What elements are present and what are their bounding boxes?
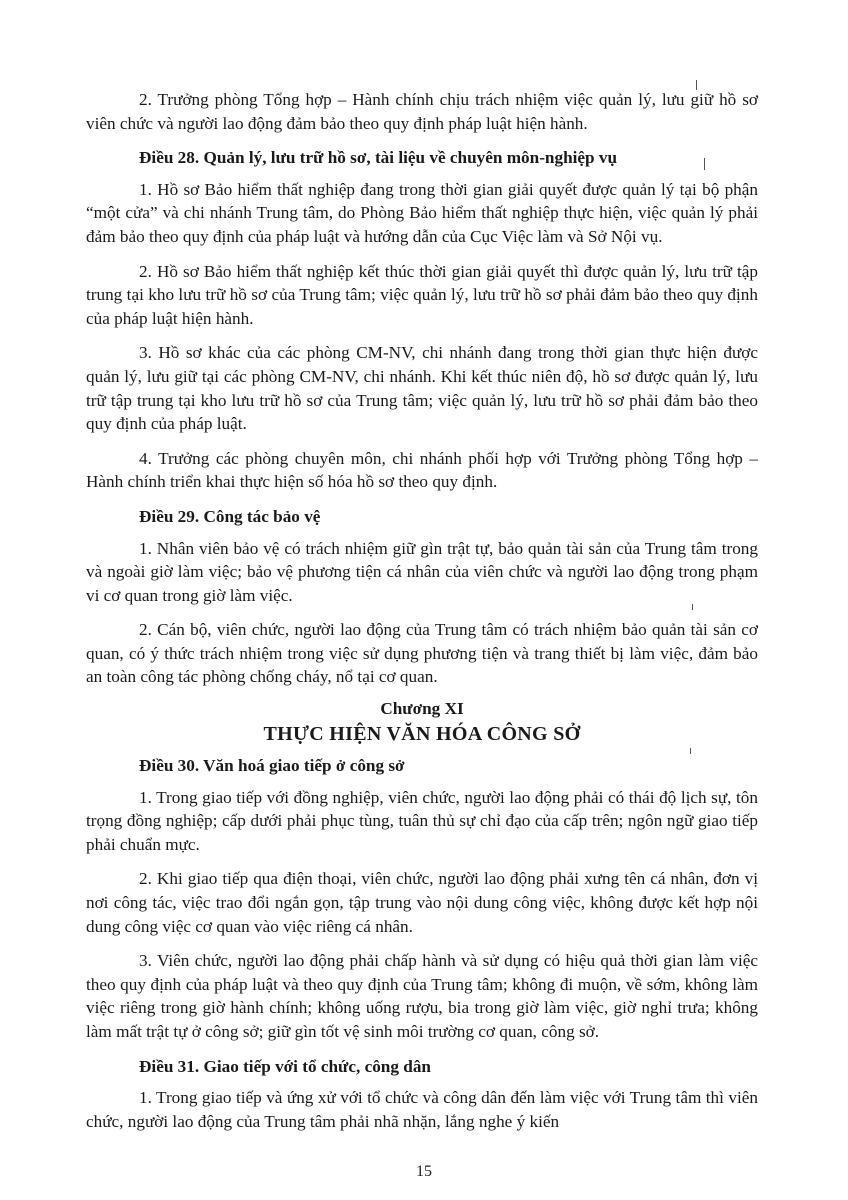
scan-speck	[692, 604, 693, 610]
paragraph: 1. Nhân viên bảo vệ có trách nhiệm giữ gìn trật tự, bảo quản tài sản của Trung tâm trong và ngoài giờ làm việc; bảo vệ phương tiện cá nhân của viên chức và người lao động trong phạm vi cơ quan trong giờ làm việc.	[86, 538, 758, 605]
paragraph: 4. Trưởng các phòng chuyên môn, chi nhánh phối hợp với Trưởng phòng Tổng hợp – Hành chính triển khai thực hiện số hóa hồ sơ theo quy định.	[86, 448, 758, 492]
paragraph: 3. Hồ sơ khác của các phòng CM-NV, chi nhánh đang trong thời gian thực hiện được quản lý, lưu giữ tại các phòng CM-NV, chi nhánh. Khi kết thúc niên độ, hồ sơ được quản lý, lưu trữ tập trung tại kho lưu trữ hồ sơ của Trung tâm; việc quản lý, lưu trữ hồ sơ phải đảm bảo theo quy định của pháp luật.	[86, 343, 758, 434]
paragraph: 1. Hồ sơ Bảo hiểm thất nghiệp đang trong thời gian giải quyết được quản lý tại bộ phận “một cửa” và chi nhánh Trung tâm, do Phòng Bảo hiểm thất nghiệp thực hiện, việc quản lý phải đảm bảo theo quy định của pháp luật và hướng dẫn của Cục Việc làm và Sở Nội vụ.	[86, 179, 758, 246]
paragraph: 3. Viên chức, người lao động phải chấp hành và sử dụng có hiệu quả thời gian làm việc theo quy định của pháp luật và theo quy định của Trung tâm; không đi muộn, về sớm, không làm việc riêng trong giờ hành chính; không uống rượu, bia trong giờ làm việc, giờ nghỉ trưa; không làm mất trật tự ở công sở; giữ gìn tốt vệ sinh môi trường cơ quan, công sở.	[86, 951, 758, 1041]
chapter-title: THỰC HIỆN VĂN HÓA CÔNG SỞ	[263, 723, 581, 746]
scan-speck	[704, 158, 705, 170]
paragraph: 1. Trong giao tiếp với đồng nghiệp, viên chức, người lao động phải có thái độ lịch sự, tôn trọng đồng nghiệp; cấp dưới phải phục tùng, tuân thủ sự chỉ đạo của cấp trên; ngôn ngữ giao tiếp phải chuẩn mực.	[86, 787, 758, 854]
chapter-label: Chương XI	[380, 699, 464, 719]
article-28-heading: Điều 28. Quản lý, lưu trữ hồ sơ, tài liệu về chuyên môn-nghiệp vụ	[139, 148, 618, 168]
paragraph: 2. Cán bộ, viên chức, người lao động của Trung tâm có trách nhiệm bảo quản tài sản cơ quan, có ý thức trách nhiệm trong việc sử dụng phương tiện và trang thiết bị làm việc, đảm bảo an toàn công tác phòng chống cháy, nổ tại cơ quan.	[86, 620, 758, 687]
scan-speck	[696, 80, 697, 90]
page-number: 15	[416, 1163, 432, 1180]
paragraph: 2. Hồ sơ Bảo hiểm thất nghiệp kết thúc thời gian giải quyết thì được quản lý, lưu trữ tập trung tại kho lưu trữ hồ sơ của Trung tâm; việc quản lý, lưu trữ hồ sơ phải đảm bảo theo quy định của pháp luật hiện hành.	[86, 261, 758, 328]
paragraph: 1. Trong giao tiếp và ứng xử với tổ chức và công dân đến làm việc với Trung tâm thì viên chức, người lao động của Trung tâm phải nhã nhặn, lắng nghe ý kiến	[86, 1088, 758, 1131]
scan-speck	[690, 748, 691, 754]
paragraph: 2. Trưởng phòng Tổng hợp – Hành chính chịu trách nhiệm việc quản lý, lưu giữ hồ sơ viên chức và người lao động đảm bảo theo quy định pháp luật hiện hành.	[86, 90, 758, 133]
article-31-heading: Điều 31. Giao tiếp với tổ chức, công dân	[139, 1056, 431, 1076]
paragraph: 2. Khi giao tiếp qua điện thoại, viên chức, người lao động phải xưng tên cá nhân, đơn vị nơi công tác, việc trao đổi ngắn gọn, tập trung vào nội dung công việc, không được kết hợp nội dung công việc cơ quan vào việc riêng cá nhân.	[86, 869, 758, 936]
article-30-heading: Điều 30. Văn hoá giao tiếp ở công sở	[139, 756, 405, 776]
article-29-heading: Điều 29. Công tác bảo vệ	[139, 506, 321, 526]
